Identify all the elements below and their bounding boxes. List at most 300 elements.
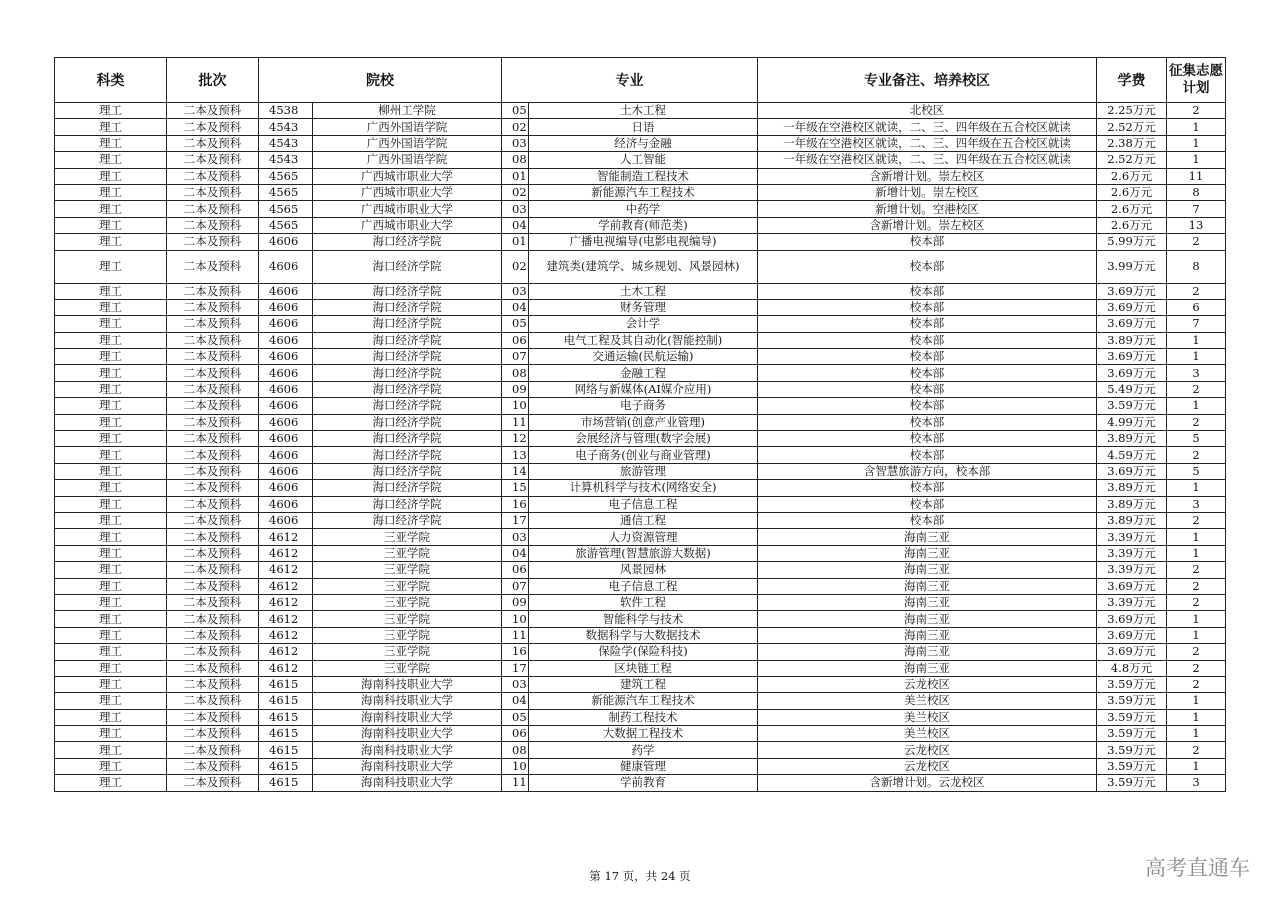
cell-major-name: 数据科学与大数据技术 <box>529 627 758 643</box>
cell-school-code: 4615 <box>259 693 313 709</box>
cell-batch: 二本及预科 <box>167 594 259 610</box>
cell-major-code: 05 <box>502 316 529 332</box>
cell-major-name: 大数据工程技术 <box>529 726 758 742</box>
cell-major-code: 04 <box>502 545 529 561</box>
cell-plan-count: 8 <box>1167 250 1226 283</box>
cell-major-name: 电子信息工程 <box>529 496 758 512</box>
cell-school-code: 4612 <box>259 594 313 610</box>
cell-tuition: 3.59万元 <box>1097 693 1167 709</box>
cell-tuition: 3.59万元 <box>1097 758 1167 774</box>
cell-major-code: 10 <box>502 398 529 414</box>
cell-batch: 二本及预科 <box>167 529 259 545</box>
table-row <box>55 644 1226 660</box>
cell-plan-count: 1 <box>1167 119 1226 135</box>
cell-tuition: 3.69万元 <box>1097 299 1167 315</box>
cell-major-name: 建筑工程 <box>529 676 758 692</box>
cell-major-name: 制药工程技术 <box>529 709 758 725</box>
table-row <box>55 119 1226 135</box>
cell-major-code: 07 <box>502 578 529 594</box>
cell-school-code: 4543 <box>259 119 313 135</box>
cell-batch: 二本及预科 <box>167 758 259 774</box>
cell-school-code: 4606 <box>259 250 313 283</box>
cell-major-code: 08 <box>502 742 529 758</box>
table-row <box>55 562 1226 578</box>
cell-school-name: 海口经济学院 <box>313 463 502 479</box>
cell-category: 理工 <box>55 676 167 692</box>
cell-major-code: 16 <box>502 496 529 512</box>
cell-tuition: 3.69万元 <box>1097 578 1167 594</box>
cell-batch: 二本及预科 <box>167 332 259 348</box>
cell-major-note: 云龙校区 <box>758 742 1097 758</box>
cell-plan-count: 1 <box>1167 529 1226 545</box>
cell-batch: 二本及预科 <box>167 250 259 283</box>
cell-school-code: 4538 <box>259 103 313 119</box>
cell-major-code: 05 <box>502 103 529 119</box>
cell-major-note: 美兰校区 <box>758 726 1097 742</box>
cell-batch: 二本及预科 <box>167 431 259 447</box>
cell-category: 理工 <box>55 529 167 545</box>
cell-school-name: 海口经济学院 <box>313 414 502 430</box>
cell-plan-count: 1 <box>1167 152 1226 168</box>
cell-plan-count: 1 <box>1167 545 1226 561</box>
cell-major-code: 03 <box>502 201 529 217</box>
cell-school-code: 4606 <box>259 349 313 365</box>
cell-major-name: 日语 <box>529 119 758 135</box>
cell-school-code: 4615 <box>259 775 313 791</box>
cell-batch: 二本及预科 <box>167 676 259 692</box>
cell-major-code: 06 <box>502 726 529 742</box>
cell-major-note: 校本部 <box>758 480 1097 496</box>
cell-major-note: 海南三亚 <box>758 594 1097 610</box>
cell-school-name: 广西城市职业大学 <box>313 217 502 233</box>
cell-plan-count: 2 <box>1167 381 1226 397</box>
cell-school-code: 4606 <box>259 414 313 430</box>
cell-school-code: 4565 <box>259 168 313 184</box>
cell-plan-count: 5 <box>1167 463 1226 479</box>
cell-major-note: 含智慧旅游方向，校本部 <box>758 463 1097 479</box>
table-row <box>55 545 1226 561</box>
cell-major-code: 06 <box>502 332 529 348</box>
cell-tuition: 2.52万元 <box>1097 152 1167 168</box>
cell-major-name: 会计学 <box>529 316 758 332</box>
cell-category: 理工 <box>55 496 167 512</box>
cell-major-code: 03 <box>502 529 529 545</box>
cell-tuition: 3.59万元 <box>1097 775 1167 791</box>
cell-school-name: 海南科技职业大学 <box>313 693 502 709</box>
cell-major-code: 17 <box>502 512 529 528</box>
cell-school-code: 4606 <box>259 447 313 463</box>
table-row <box>55 414 1226 430</box>
cell-school-name: 海口经济学院 <box>313 349 502 365</box>
cell-school-name: 海口经济学院 <box>313 250 502 283</box>
cell-tuition: 5.49万元 <box>1097 381 1167 397</box>
cell-plan-count: 1 <box>1167 135 1226 151</box>
cell-school-code: 4615 <box>259 676 313 692</box>
cell-category: 理工 <box>55 775 167 791</box>
cell-major-note: 含新增计划。崇左校区 <box>758 168 1097 184</box>
table-row <box>55 250 1226 283</box>
cell-tuition: 4.99万元 <box>1097 414 1167 430</box>
cell-school-name: 海南科技职业大学 <box>313 676 502 692</box>
cell-major-note: 美兰校区 <box>758 709 1097 725</box>
cell-major-code: 08 <box>502 365 529 381</box>
cell-major-name: 财务管理 <box>529 299 758 315</box>
cell-school-code: 4612 <box>259 660 313 676</box>
header-tuition: 学费 <box>1097 58 1167 103</box>
cell-major-note: 云龙校区 <box>758 758 1097 774</box>
cell-tuition: 3.69万元 <box>1097 349 1167 365</box>
cell-major-code: 09 <box>502 381 529 397</box>
cell-batch: 二本及预科 <box>167 611 259 627</box>
cell-category: 理工 <box>55 332 167 348</box>
cell-tuition: 3.59万元 <box>1097 742 1167 758</box>
cell-major-name: 金融工程 <box>529 365 758 381</box>
cell-category: 理工 <box>55 365 167 381</box>
cell-tuition: 3.59万元 <box>1097 726 1167 742</box>
cell-school-name: 海口经济学院 <box>313 447 502 463</box>
cell-major-note: 海南三亚 <box>758 660 1097 676</box>
table-row <box>55 135 1226 151</box>
cell-school-code: 4612 <box>259 529 313 545</box>
cell-category: 理工 <box>55 152 167 168</box>
cell-batch: 二本及预科 <box>167 578 259 594</box>
cell-tuition: 2.38万元 <box>1097 135 1167 151</box>
cell-school-code: 4606 <box>259 332 313 348</box>
cell-major-note: 北校区 <box>758 103 1097 119</box>
cell-tuition: 4.8万元 <box>1097 660 1167 676</box>
cell-school-code: 4606 <box>259 234 313 250</box>
cell-major-code: 04 <box>502 299 529 315</box>
cell-tuition: 3.69万元 <box>1097 316 1167 332</box>
table-row <box>55 463 1226 479</box>
cell-school-name: 三亚学院 <box>313 660 502 676</box>
cell-batch: 二本及预科 <box>167 299 259 315</box>
cell-major-name: 土木工程 <box>529 283 758 299</box>
cell-school-name: 海南科技职业大学 <box>313 709 502 725</box>
cell-batch: 二本及预科 <box>167 398 259 414</box>
cell-category: 理工 <box>55 512 167 528</box>
cell-batch: 二本及预科 <box>167 217 259 233</box>
cell-major-name: 建筑类(建筑学、城乡规划、风景园林) <box>529 250 758 283</box>
cell-school-code: 4612 <box>259 578 313 594</box>
cell-school-name: 三亚学院 <box>313 562 502 578</box>
cell-batch: 二本及预科 <box>167 316 259 332</box>
cell-category: 理工 <box>55 578 167 594</box>
cell-plan-count: 2 <box>1167 742 1226 758</box>
table-row <box>55 381 1226 397</box>
cell-plan-count: 2 <box>1167 283 1226 299</box>
cell-major-name: 人力资源管理 <box>529 529 758 545</box>
cell-major-name: 广播电视编导(电影电视编导) <box>529 234 758 250</box>
cell-category: 理工 <box>55 119 167 135</box>
cell-major-code: 06 <box>502 562 529 578</box>
cell-school-name: 海口经济学院 <box>313 398 502 414</box>
cell-plan-count: 1 <box>1167 709 1226 725</box>
cell-tuition: 3.89万元 <box>1097 512 1167 528</box>
table-row <box>55 512 1226 528</box>
cell-batch: 二本及预科 <box>167 168 259 184</box>
cell-category: 理工 <box>55 611 167 627</box>
cell-tuition: 2.6万元 <box>1097 201 1167 217</box>
cell-major-name: 健康管理 <box>529 758 758 774</box>
table-row <box>55 594 1226 610</box>
table-row <box>55 726 1226 742</box>
cell-category: 理工 <box>55 709 167 725</box>
cell-tuition: 3.99万元 <box>1097 250 1167 283</box>
cell-major-note: 海南三亚 <box>758 545 1097 561</box>
cell-batch: 二本及预科 <box>167 693 259 709</box>
cell-tuition: 2.52万元 <box>1097 119 1167 135</box>
table-row <box>55 660 1226 676</box>
cell-school-name: 海口经济学院 <box>313 299 502 315</box>
cell-plan-count: 1 <box>1167 398 1226 414</box>
cell-batch: 二本及预科 <box>167 709 259 725</box>
cell-category: 理工 <box>55 562 167 578</box>
cell-batch: 二本及预科 <box>167 775 259 791</box>
cell-plan-count: 13 <box>1167 217 1226 233</box>
cell-plan-count: 2 <box>1167 594 1226 610</box>
cell-major-note: 海南三亚 <box>758 562 1097 578</box>
cell-batch: 二本及预科 <box>167 283 259 299</box>
cell-school-name: 海口经济学院 <box>313 332 502 348</box>
cell-school-name: 海南科技职业大学 <box>313 726 502 742</box>
cell-tuition: 2.6万元 <box>1097 168 1167 184</box>
cell-category: 理工 <box>55 742 167 758</box>
cell-major-note: 校本部 <box>758 250 1097 283</box>
cell-school-name: 海南科技职业大学 <box>313 758 502 774</box>
cell-school-code: 4612 <box>259 562 313 578</box>
cell-major-name: 计算机科学与技术(网络安全) <box>529 480 758 496</box>
cell-major-code: 17 <box>502 660 529 676</box>
cell-major-code: 03 <box>502 135 529 151</box>
cell-tuition: 3.89万元 <box>1097 480 1167 496</box>
cell-plan-count: 2 <box>1167 578 1226 594</box>
cell-major-name: 通信工程 <box>529 512 758 528</box>
cell-plan-count: 1 <box>1167 726 1226 742</box>
cell-school-code: 4543 <box>259 152 313 168</box>
cell-major-name: 电子商务(创业与商业管理) <box>529 447 758 463</box>
cell-tuition: 3.69万元 <box>1097 463 1167 479</box>
cell-school-code: 4615 <box>259 726 313 742</box>
cell-school-name: 广西外国语学院 <box>313 135 502 151</box>
cell-batch: 二本及预科 <box>167 152 259 168</box>
table-row <box>55 234 1226 250</box>
cell-tuition: 5.99万元 <box>1097 234 1167 250</box>
cell-plan-count: 2 <box>1167 234 1226 250</box>
cell-category: 理工 <box>55 168 167 184</box>
cell-major-code: 07 <box>502 349 529 365</box>
cell-major-name: 旅游管理(智慧旅游大数据) <box>529 545 758 561</box>
cell-major-note: 校本部 <box>758 398 1097 414</box>
cell-major-note: 一年级在空港校区就读，二、三、四年级在五合校区就读 <box>758 119 1097 135</box>
cell-major-note: 海南三亚 <box>758 529 1097 545</box>
cell-major-name: 经济与金融 <box>529 135 758 151</box>
cell-major-note: 海南三亚 <box>758 578 1097 594</box>
cell-plan-count: 3 <box>1167 496 1226 512</box>
cell-major-name: 旅游管理 <box>529 463 758 479</box>
cell-school-code: 4615 <box>259 709 313 725</box>
cell-category: 理工 <box>55 234 167 250</box>
cell-major-name: 药学 <box>529 742 758 758</box>
cell-major-note: 校本部 <box>758 299 1097 315</box>
cell-plan-count: 2 <box>1167 644 1226 660</box>
cell-major-name: 学前教育(师范类) <box>529 217 758 233</box>
table-header-row <box>55 58 1226 103</box>
table-row <box>55 103 1226 119</box>
cell-plan-count: 11 <box>1167 168 1226 184</box>
cell-plan-count: 3 <box>1167 365 1226 381</box>
cell-plan-count: 2 <box>1167 562 1226 578</box>
cell-tuition: 3.69万元 <box>1097 283 1167 299</box>
cell-major-code: 16 <box>502 644 529 660</box>
cell-major-code: 01 <box>502 234 529 250</box>
cell-major-code: 11 <box>502 627 529 643</box>
cell-school-name: 海口经济学院 <box>313 316 502 332</box>
cell-major-code: 13 <box>502 447 529 463</box>
cell-batch: 二本及预科 <box>167 463 259 479</box>
cell-batch: 二本及预科 <box>167 480 259 496</box>
cell-batch: 二本及预科 <box>167 660 259 676</box>
cell-major-name: 中药学 <box>529 201 758 217</box>
cell-major-name: 智能制造工程技术 <box>529 168 758 184</box>
cell-plan-count: 1 <box>1167 480 1226 496</box>
cell-plan-count: 8 <box>1167 184 1226 200</box>
cell-major-name: 智能科学与技术 <box>529 611 758 627</box>
cell-category: 理工 <box>55 217 167 233</box>
cell-major-name: 交通运输(民航运输) <box>529 349 758 365</box>
cell-batch: 二本及预科 <box>167 184 259 200</box>
table-row <box>55 217 1226 233</box>
cell-batch: 二本及预科 <box>167 414 259 430</box>
cell-tuition: 3.69万元 <box>1097 644 1167 660</box>
cell-school-name: 广西城市职业大学 <box>313 168 502 184</box>
table-row <box>55 299 1226 315</box>
cell-tuition: 2.6万元 <box>1097 184 1167 200</box>
cell-major-note: 校本部 <box>758 349 1097 365</box>
cell-category: 理工 <box>55 447 167 463</box>
table-row <box>55 578 1226 594</box>
cell-school-code: 4606 <box>259 480 313 496</box>
header-batch: 批次 <box>167 58 259 103</box>
table-row <box>55 742 1226 758</box>
cell-school-code: 4612 <box>259 644 313 660</box>
cell-tuition: 3.39万元 <box>1097 545 1167 561</box>
cell-school-name: 三亚学院 <box>313 529 502 545</box>
cell-category: 理工 <box>55 316 167 332</box>
cell-major-code: 11 <box>502 775 529 791</box>
cell-plan-count: 2 <box>1167 414 1226 430</box>
cell-tuition: 3.89万元 <box>1097 332 1167 348</box>
table-row <box>55 184 1226 200</box>
table-row <box>55 709 1226 725</box>
admission-table <box>54 57 1226 792</box>
cell-school-code: 4606 <box>259 512 313 528</box>
cell-school-code: 4565 <box>259 201 313 217</box>
cell-major-note: 云龙校区 <box>758 676 1097 692</box>
cell-category: 理工 <box>55 103 167 119</box>
cell-batch: 二本及预科 <box>167 496 259 512</box>
cell-school-name: 三亚学院 <box>313 644 502 660</box>
cell-major-code: 12 <box>502 431 529 447</box>
table-row <box>55 447 1226 463</box>
cell-school-name: 三亚学院 <box>313 545 502 561</box>
cell-major-note: 校本部 <box>758 234 1097 250</box>
cell-school-name: 海南科技职业大学 <box>313 742 502 758</box>
cell-batch: 二本及预科 <box>167 381 259 397</box>
cell-school-code: 4615 <box>259 758 313 774</box>
cell-batch: 二本及预科 <box>167 545 259 561</box>
cell-category: 理工 <box>55 480 167 496</box>
cell-category: 理工 <box>55 250 167 283</box>
cell-major-name: 土木工程 <box>529 103 758 119</box>
cell-batch: 二本及预科 <box>167 365 259 381</box>
cell-batch: 二本及预科 <box>167 742 259 758</box>
cell-major-name: 人工智能 <box>529 152 758 168</box>
cell-school-code: 4606 <box>259 299 313 315</box>
cell-tuition: 3.59万元 <box>1097 676 1167 692</box>
cell-batch: 二本及预科 <box>167 103 259 119</box>
cell-major-code: 08 <box>502 152 529 168</box>
table-row <box>55 349 1226 365</box>
cell-batch: 二本及预科 <box>167 562 259 578</box>
cell-major-name: 新能源汽车工程技术 <box>529 693 758 709</box>
cell-school-name: 三亚学院 <box>313 594 502 610</box>
cell-major-name: 学前教育 <box>529 775 758 791</box>
cell-school-name: 广西外国语学院 <box>313 152 502 168</box>
cell-plan-count: 5 <box>1167 431 1226 447</box>
cell-plan-count: 1 <box>1167 611 1226 627</box>
cell-batch: 二本及预科 <box>167 135 259 151</box>
cell-batch: 二本及预科 <box>167 201 259 217</box>
header-major: 专业 <box>502 58 758 103</box>
cell-school-code: 4606 <box>259 463 313 479</box>
cell-plan-count: 1 <box>1167 627 1226 643</box>
cell-tuition: 3.59万元 <box>1097 398 1167 414</box>
cell-school-code: 4606 <box>259 316 313 332</box>
table-row <box>55 611 1226 627</box>
table-row <box>55 365 1226 381</box>
cell-category: 理工 <box>55 726 167 742</box>
cell-major-code: 11 <box>502 414 529 430</box>
cell-major-code: 01 <box>502 168 529 184</box>
cell-school-name: 广西城市职业大学 <box>313 201 502 217</box>
cell-plan-count: 2 <box>1167 447 1226 463</box>
header-school: 院校 <box>259 58 502 103</box>
cell-major-name: 区块链工程 <box>529 660 758 676</box>
cell-major-code: 15 <box>502 480 529 496</box>
cell-batch: 二本及预科 <box>167 726 259 742</box>
cell-plan-count: 2 <box>1167 676 1226 692</box>
cell-school-name: 海口经济学院 <box>313 480 502 496</box>
cell-school-code: 4606 <box>259 496 313 512</box>
cell-school-name: 海南科技职业大学 <box>313 775 502 791</box>
cell-tuition: 3.89万元 <box>1097 496 1167 512</box>
table-row <box>55 676 1226 692</box>
header-category: 科类 <box>55 58 167 103</box>
cell-school-name: 三亚学院 <box>313 611 502 627</box>
cell-major-note: 校本部 <box>758 447 1097 463</box>
cell-school-name: 海口经济学院 <box>313 496 502 512</box>
table-row <box>55 480 1226 496</box>
cell-batch: 二本及预科 <box>167 234 259 250</box>
cell-major-name: 电子信息工程 <box>529 578 758 594</box>
cell-category: 理工 <box>55 398 167 414</box>
cell-school-code: 4606 <box>259 365 313 381</box>
cell-tuition: 2.25万元 <box>1097 103 1167 119</box>
cell-major-code: 03 <box>502 676 529 692</box>
cell-major-name: 网络与新媒体(AI媒介应用) <box>529 381 758 397</box>
cell-category: 理工 <box>55 594 167 610</box>
